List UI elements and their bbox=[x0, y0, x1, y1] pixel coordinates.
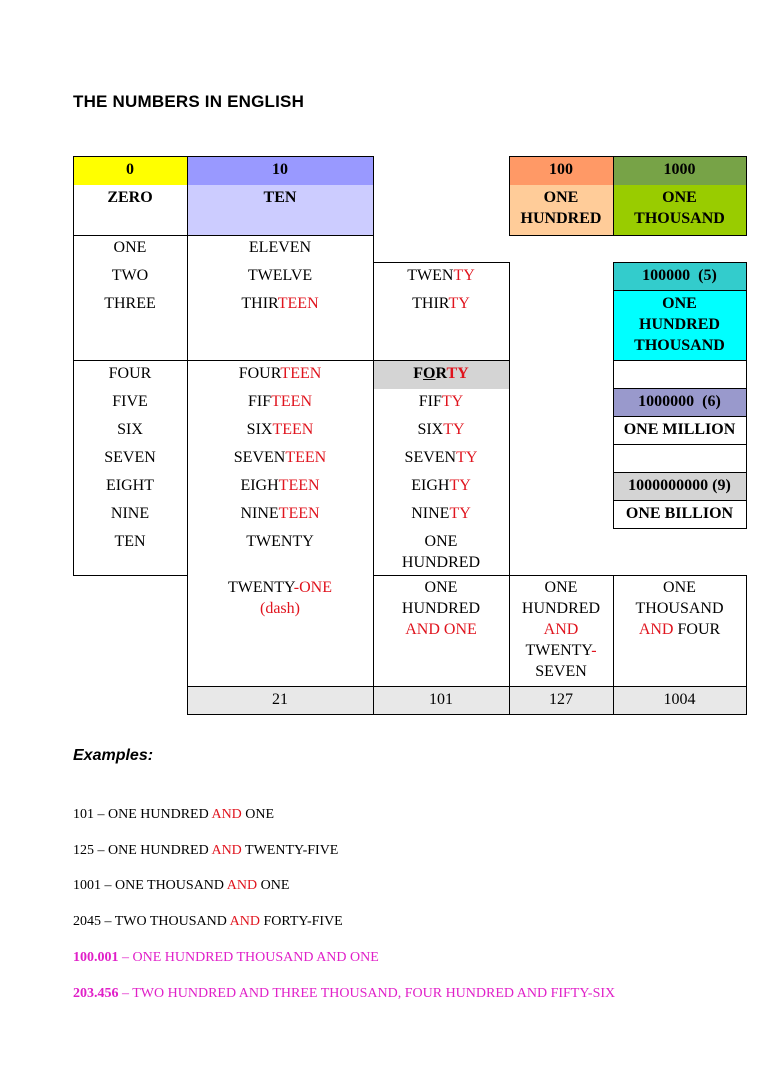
cell-text: 10 bbox=[272, 161, 288, 178]
tens-twenty bbox=[373, 263, 509, 291]
cell-text: HUNDRED bbox=[521, 600, 601, 617]
cell-text: ONE bbox=[662, 189, 697, 206]
stem: THIR bbox=[241, 295, 278, 312]
cell-text: EIGHT bbox=[106, 477, 154, 494]
stem: EIGH bbox=[411, 477, 450, 494]
teen-seventeen bbox=[187, 445, 373, 473]
grid-line bbox=[613, 416, 747, 417]
header-ten-word bbox=[187, 185, 373, 235]
example-203456 bbox=[73, 986, 615, 1002]
grid-line bbox=[613, 528, 747, 529]
cell-text: - bbox=[591, 642, 597, 659]
example-text: TWENTY-FIVE bbox=[241, 843, 339, 858]
suffix: TEEN bbox=[285, 449, 327, 466]
grid-line bbox=[373, 575, 747, 576]
tens-eighty bbox=[373, 473, 509, 501]
grid-line bbox=[613, 575, 614, 715]
stem: SIX bbox=[417, 421, 444, 438]
total-1004 bbox=[613, 687, 746, 714]
suffix: -ONE bbox=[293, 579, 332, 596]
stem: SEVEN bbox=[233, 449, 286, 466]
tens-ninety bbox=[373, 501, 509, 529]
grid-line bbox=[613, 472, 747, 473]
grid-line bbox=[613, 290, 747, 291]
cell-text: TEN bbox=[263, 189, 297, 206]
tens-thirty bbox=[373, 291, 509, 361]
example-text: FORTY-FIVE bbox=[259, 914, 343, 929]
example-100001 bbox=[73, 950, 379, 966]
grid-line bbox=[613, 156, 614, 236]
grid-line bbox=[613, 444, 747, 445]
example-text: ONE bbox=[257, 878, 290, 893]
grid-line bbox=[509, 262, 510, 715]
billion-number bbox=[613, 473, 746, 501]
examples-heading: Examples: bbox=[73, 747, 154, 764]
hundred-thousand-number bbox=[613, 263, 746, 291]
cell-text: 100000 (5) bbox=[642, 267, 717, 284]
compound-one-hundred-twenty-seven bbox=[509, 575, 613, 687]
cell-text: HUNDRED bbox=[401, 600, 481, 617]
letter: F bbox=[413, 365, 424, 382]
unit-nine bbox=[73, 501, 187, 529]
suffix: TY bbox=[441, 393, 464, 410]
tens-sixty bbox=[373, 417, 509, 445]
header-thousand-number bbox=[613, 157, 746, 185]
header-zero-number bbox=[73, 157, 187, 185]
stem: SEVEN bbox=[404, 449, 457, 466]
cell-text: 1000 bbox=[663, 161, 696, 178]
header-zero-word bbox=[73, 185, 187, 235]
note: (dash) bbox=[260, 600, 300, 617]
letter: O bbox=[423, 365, 436, 382]
compound-twenty-one bbox=[187, 575, 373, 687]
cell-text: ONE MILLION bbox=[623, 421, 736, 438]
grid-line bbox=[73, 360, 509, 361]
cell-text: AND ONE bbox=[405, 621, 477, 638]
grid-line bbox=[73, 235, 373, 236]
cell-text: SEVEN bbox=[104, 449, 156, 466]
compound-one-thousand-four bbox=[613, 575, 746, 687]
grid-line bbox=[613, 262, 747, 263]
cell-text: THREE bbox=[104, 295, 156, 312]
stem: FIF bbox=[248, 393, 272, 410]
stem: NINE bbox=[240, 505, 279, 522]
total-21 bbox=[187, 687, 373, 714]
tens-fifty bbox=[373, 389, 509, 417]
unit-seven bbox=[73, 445, 187, 473]
suffix: TEEN bbox=[271, 393, 312, 410]
cell-text: FOUR bbox=[108, 365, 152, 382]
grid-line bbox=[613, 262, 614, 529]
header-thousand-word bbox=[613, 185, 746, 235]
tens-seventy bbox=[373, 445, 509, 473]
grid-line bbox=[509, 235, 747, 236]
grid-line bbox=[509, 156, 510, 236]
unit-five bbox=[73, 389, 187, 417]
stem: SIX bbox=[246, 421, 273, 438]
tens-forty bbox=[373, 361, 509, 389]
grid-line bbox=[73, 156, 74, 576]
example-text: ONE bbox=[241, 807, 275, 822]
example-1001 bbox=[73, 878, 289, 894]
stem: TWEN bbox=[407, 267, 454, 284]
million-number bbox=[613, 389, 746, 417]
example-and: AND bbox=[211, 807, 242, 822]
stem: FIF bbox=[418, 393, 442, 410]
cell-text: ONE bbox=[663, 579, 696, 596]
million-word bbox=[613, 417, 746, 445]
grid-line bbox=[613, 360, 747, 361]
cell-text: ZERO bbox=[107, 189, 153, 206]
suffix: TY bbox=[446, 365, 469, 382]
grid-line bbox=[73, 156, 373, 157]
cell-text: AND bbox=[638, 621, 674, 638]
teen-eleven bbox=[187, 235, 373, 263]
unit-three bbox=[73, 291, 187, 361]
grid-line bbox=[613, 500, 747, 501]
cell-text: HUNDRED bbox=[520, 210, 602, 227]
cell-text: TEN bbox=[114, 533, 146, 550]
cell-text: FIVE bbox=[112, 393, 148, 410]
example-text: 101 – ONE HUNDRED bbox=[73, 807, 212, 822]
grid-line bbox=[509, 156, 747, 157]
example-text: 2045 – TWO THOUSAND bbox=[73, 914, 230, 929]
example-and: AND bbox=[226, 878, 258, 893]
suffix: TEEN bbox=[278, 505, 320, 522]
teen-nineteen bbox=[187, 501, 373, 529]
cell-text: AND bbox=[543, 621, 579, 638]
cell-text: TWO bbox=[111, 267, 149, 284]
total-101 bbox=[373, 687, 509, 714]
grid-line bbox=[746, 156, 747, 236]
header-hundred-number bbox=[509, 157, 613, 185]
cell-text: THOUSAND bbox=[634, 210, 725, 227]
example-text: – ONE HUNDRED THOUSAND AND ONE bbox=[118, 950, 379, 965]
unit-eight bbox=[73, 473, 187, 501]
example-101 bbox=[73, 807, 274, 823]
teen-eighteen bbox=[187, 473, 373, 501]
example-number: 100.001 bbox=[73, 950, 119, 965]
compound-one-hundred-one bbox=[373, 575, 509, 687]
grid-line bbox=[73, 575, 187, 576]
header-ten-number bbox=[187, 157, 373, 185]
suffix: TY bbox=[453, 267, 475, 284]
cell-text: ONE bbox=[424, 533, 458, 550]
header-hundred-word bbox=[509, 185, 613, 235]
example-and: AND bbox=[229, 914, 260, 929]
stem: THIR bbox=[412, 295, 449, 312]
grid-line bbox=[746, 262, 747, 529]
suffix: TEEN bbox=[277, 295, 319, 312]
cell-text: SIX bbox=[117, 421, 143, 438]
example-number: 203.456 bbox=[73, 986, 119, 1001]
cell-text: THOUSAND bbox=[634, 337, 725, 354]
teen-twelve bbox=[187, 263, 373, 291]
grid-line bbox=[373, 262, 509, 263]
suffix: TY bbox=[449, 477, 471, 494]
teen-twenty bbox=[187, 529, 373, 575]
cell-text: TWENTY bbox=[246, 533, 314, 550]
tens-one-hundred bbox=[373, 529, 509, 575]
suffix: TEEN bbox=[280, 365, 322, 382]
teen-fourteen bbox=[187, 361, 373, 389]
unit-four bbox=[73, 361, 187, 389]
stem: TWENTY bbox=[228, 579, 294, 596]
cell-text: FOUR bbox=[673, 621, 721, 638]
cell-text: ELEVEN bbox=[248, 239, 312, 256]
suffix: TY bbox=[448, 295, 470, 312]
grid-line bbox=[187, 714, 747, 715]
unit-ten bbox=[73, 529, 187, 575]
stem: FOUR bbox=[238, 365, 281, 382]
teen-thirteen bbox=[187, 291, 373, 361]
example-and: AND bbox=[211, 843, 242, 858]
example-text: 125 – ONE HUNDRED bbox=[73, 843, 212, 858]
cell-text: 1000000 (6) bbox=[638, 393, 721, 410]
letter: R bbox=[435, 365, 447, 382]
cell-text: TWENTY bbox=[525, 642, 592, 659]
cell-text: 1000000000 (9) bbox=[628, 477, 731, 494]
cell-text: ONE bbox=[662, 295, 697, 312]
cell-text: 0 bbox=[126, 161, 134, 178]
teen-fifteen bbox=[187, 389, 373, 417]
cell-text: NINE bbox=[110, 505, 150, 522]
page-title: THE NUMBERS IN ENGLISH bbox=[73, 92, 305, 111]
hundred-thousand-word bbox=[613, 291, 746, 361]
cell-text: 101 bbox=[429, 691, 453, 708]
grid-line bbox=[373, 156, 374, 715]
example-2045 bbox=[73, 914, 343, 930]
suffix: TY bbox=[443, 421, 465, 438]
cell-text: 100 bbox=[549, 161, 573, 178]
grid-line bbox=[187, 686, 747, 687]
stem: EIGH bbox=[240, 477, 279, 494]
unit-two bbox=[73, 263, 187, 291]
cell-text: 1004 bbox=[663, 691, 696, 708]
cell-text: THOUSAND bbox=[635, 600, 724, 617]
billion-word bbox=[613, 501, 746, 529]
cell-text: ONE bbox=[113, 239, 147, 256]
cell-text: ONE bbox=[424, 579, 458, 596]
example-125 bbox=[73, 843, 338, 859]
suffix: TEEN bbox=[272, 421, 314, 438]
unit-six bbox=[73, 417, 187, 445]
cell-text: 127 bbox=[549, 691, 573, 708]
cell-text: ONE bbox=[543, 189, 579, 206]
cell-text: HUNDRED bbox=[401, 554, 481, 571]
example-text: – TWO HUNDRED AND THREE THOUSAND, FOUR HUNDRED AND FIFTY-SIX bbox=[118, 986, 616, 1001]
total-127 bbox=[509, 687, 613, 714]
suffix: TY bbox=[456, 449, 478, 466]
cell-text: TWELVE bbox=[247, 267, 313, 284]
cell-text: 21 bbox=[272, 691, 288, 708]
cell-text: ONE bbox=[544, 579, 578, 596]
example-text: 1001 – ONE THOUSAND bbox=[73, 878, 227, 893]
grid-line bbox=[613, 388, 747, 389]
cell-text: SEVEN bbox=[535, 663, 587, 680]
cell-text: ONE BILLION bbox=[625, 505, 734, 522]
grid-line bbox=[746, 575, 747, 715]
teen-sixteen bbox=[187, 417, 373, 445]
suffix: TY bbox=[449, 505, 471, 522]
stem: NINE bbox=[411, 505, 450, 522]
grid-line bbox=[187, 156, 188, 715]
cell-text: HUNDRED bbox=[639, 316, 720, 333]
unit-one bbox=[73, 235, 187, 263]
suffix: TEEN bbox=[278, 477, 320, 494]
